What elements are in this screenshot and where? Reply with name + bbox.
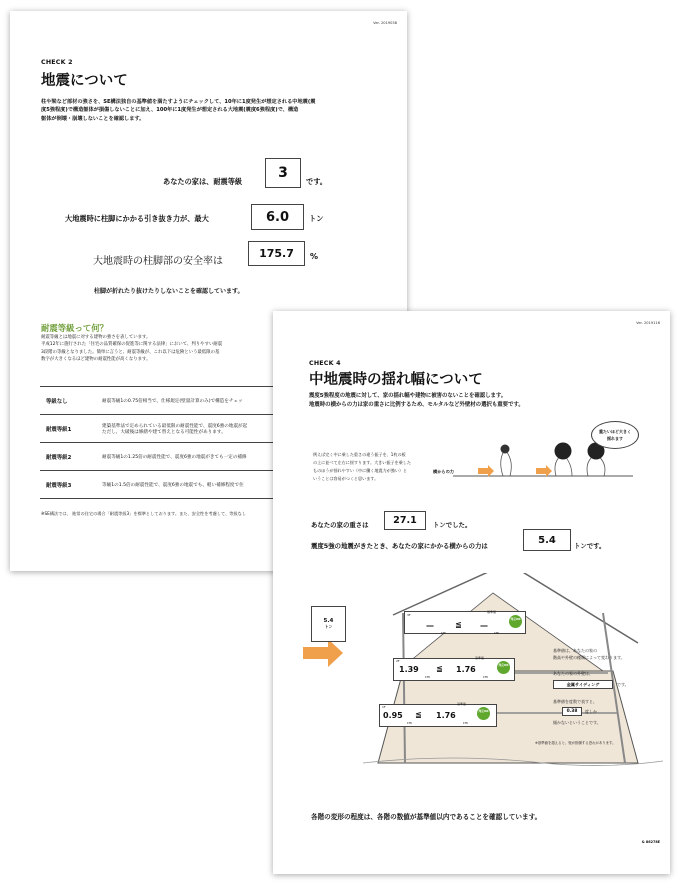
side-force-label: 横からの力 xyxy=(433,469,454,474)
grade-value: 3 xyxy=(278,165,288,181)
grade-suffix: です。 xyxy=(306,177,327,186)
force-value-box xyxy=(523,529,571,551)
intro-paragraph xyxy=(309,392,664,410)
pull-force-label: 大地震時に柱脚にかかる引き抜き力が、最大 xyxy=(65,214,209,223)
version-label: Ver. 2019038 xyxy=(373,21,397,25)
page-title: 地震について xyxy=(41,73,128,89)
pendulum-spring xyxy=(506,451,511,476)
limit-note xyxy=(553,647,665,661)
page-title: 中地震時の揺れ幅について xyxy=(309,372,483,388)
arrow-icon xyxy=(478,465,494,477)
section-line: 3段階の等級となりました。簡単に言うと、耐震等級が、これ以下は危険という最低限の基 xyxy=(41,349,220,355)
safety-value: 175.7 xyxy=(259,247,294,260)
wall-type-box xyxy=(553,680,613,689)
safety-value-box xyxy=(248,241,305,266)
version-label: Ver. 2019116 xyxy=(636,321,660,325)
example-line: ものほうが揺れやすい（中に働く地震力が強い）と xyxy=(313,468,408,473)
arrow-force-value: 5.4 xyxy=(323,618,334,624)
wall-type-value: 金属サイディング xyxy=(566,681,600,687)
le-symbol: ≦ xyxy=(455,620,462,629)
le-symbol: ≦ xyxy=(415,710,422,719)
page-code: & 86278E xyxy=(641,840,660,844)
ratio-line2: 傾かないということです。 xyxy=(553,720,601,725)
wall-suffix: です。 xyxy=(617,682,629,687)
section-line: 平成12年に施行された「住宅の品質確保の促進等に関する法律」において、判りやすい耐震 xyxy=(41,342,223,348)
unit-label: cm xyxy=(425,675,430,679)
safety-label: 大地震時の柱脚部の安全率は xyxy=(93,256,223,267)
limit-label: 基準値 xyxy=(475,656,485,660)
bubble-text: 重たいほど大きく揺れます xyxy=(599,429,631,441)
table-desc: 耐震等級1の1.25倍の耐震性能で、震度6強の地震がきても一定の補修 xyxy=(102,443,407,471)
arrow-icon xyxy=(536,465,552,477)
ratio-value: 0.38 xyxy=(566,709,578,714)
intro-line: 柱や梁など部材の強さを、SE構法独自の基準値を満たすようにチェックして、10年に1度発生が想定される中地震(震 xyxy=(41,99,316,105)
unit-label: cm xyxy=(483,675,488,679)
limit-label: 基準値 xyxy=(487,610,497,614)
intro-line: 度5強程度)で構造躯体が損傷しないことに加え、100年に1度発生が想定される大地震(震度6強程度)で、構造 xyxy=(41,107,299,114)
bottom-text: 各階の変形の程度は、各階の数値が基準値以内であることを確認しています。 xyxy=(311,813,542,821)
table-key: 耐震等級3 xyxy=(40,471,102,499)
intro-line: 震度5強程度の地震に対して、家の揺れ幅や建物に被害のないことを確認します。 xyxy=(309,393,507,399)
note-line: 基準値は、あなたの家の xyxy=(553,648,597,653)
speech-bubble xyxy=(591,421,639,449)
arrow-force-box xyxy=(311,606,346,642)
check-label: CHECK 4 xyxy=(309,360,341,367)
grade-value-box xyxy=(265,158,301,188)
unit-label: cm xyxy=(494,631,499,635)
small-weight-icon xyxy=(501,445,510,454)
pendulum-spring xyxy=(501,451,504,476)
note-line: 階高や外壁の種類によって変わります。 xyxy=(553,655,625,660)
table-key: 耐震等級2 xyxy=(40,443,102,471)
grade-label: あなたの家は、耐震等級 xyxy=(163,177,243,186)
footnote: ※SE構法では、 進常の住宅の場合「耐震等級3」を標準としております。また、安全性を考慮して、等級なし xyxy=(41,511,247,516)
weight-label: あなたの家の重さは xyxy=(311,521,369,529)
check-label: CHECK 2 xyxy=(41,59,73,66)
section-line: 耐震等級とは地震に対する建物の強さを表しています。 xyxy=(41,335,151,340)
unit-label: cm xyxy=(441,631,446,635)
safety-unit: % xyxy=(310,252,319,261)
ratio-suffix: 度しか xyxy=(585,709,597,714)
floor-3f-limit: — xyxy=(480,621,488,630)
le-symbol: ≦ xyxy=(436,664,443,673)
intro-line: 躯体が倒壊・崩壊しないことを確認します。 xyxy=(41,115,145,122)
pull-force-value: 6.0 xyxy=(265,209,290,225)
intro-paragraph xyxy=(41,98,401,123)
force-arrow-icon xyxy=(303,639,343,667)
wall-label: あなたの家の外壁は、 xyxy=(553,671,593,676)
floor-3f-value: — xyxy=(426,621,434,630)
pull-force-unit: トン xyxy=(309,214,324,223)
floor-2f-value: 1.39 xyxy=(399,665,419,674)
ok-badge: 判定OK xyxy=(509,615,522,628)
force-label: 震度5強の地震がきたとき、あなたの家にかかる横からの力は xyxy=(311,542,488,550)
table-key: 等級なし xyxy=(40,387,102,415)
unit-label: cm xyxy=(407,721,412,725)
confirm-text: 柱脚が折れたり抜けたりしないことを確認しています。 xyxy=(94,288,244,295)
limit-label: 基準値 xyxy=(457,702,467,706)
section-heading: 耐震等級って何？ xyxy=(41,323,108,333)
ok-badge: 判定OK xyxy=(477,707,490,720)
table-desc-line: ただし、大破後は修繕や建て替えとなる可能性があります。 xyxy=(102,429,226,435)
floor-2f-limit: 1.76 xyxy=(456,665,476,674)
floor-3f-panel xyxy=(404,611,526,634)
ratio-box xyxy=(562,707,582,716)
floor-label: 2F xyxy=(396,659,400,663)
example-text xyxy=(313,451,453,483)
pull-force-value-box xyxy=(251,204,304,230)
floor-label: 1F xyxy=(382,705,386,709)
force-suffix: トンです。 xyxy=(574,542,606,550)
floor-label: 3F xyxy=(407,613,411,617)
example-line: 例えば完く中に乗した重さの違う振子を、1枚の板 xyxy=(313,452,406,457)
table-key: 耐震等級1 xyxy=(40,415,102,443)
check4-sheet xyxy=(273,311,670,874)
force-value: 5.4 xyxy=(538,534,556,546)
ratio-label: 基準値を度数で表すと、 xyxy=(553,699,597,704)
floor-1f-limit: 1.76 xyxy=(436,711,456,720)
unit-label: cm xyxy=(463,721,468,725)
weight-suffix: トンでした。 xyxy=(433,521,472,529)
ok-badge: 判定OK xyxy=(497,661,510,674)
table-desc: 等級1の1.5倍の耐震性能で、震度6強の地震でも、軽い補修程度で住 xyxy=(102,471,407,499)
floor-note: ※基準値を超えると、壁が損傷する恐れがあります。 xyxy=(535,741,616,745)
example-line: いうことは容易がつくと思います。 xyxy=(313,476,379,481)
intro-line: 地震時の横からの力は家の重さに比例するため、モルタルなど外壁材の選択も重要です。 xyxy=(309,402,524,408)
example-line: の上に並べて左右に揺すります。大きい振子を乗した xyxy=(313,460,411,465)
arrow-force-unit: トン xyxy=(324,624,333,629)
section-line: 数字が大きくなるほど建物の耐震性能が高くなります。 xyxy=(41,357,151,363)
large-weight-icon xyxy=(555,443,572,460)
table-desc: 耐震等級1の0.75倍相当で、仕様規定(壁量計算のみ)で構造をチェッ xyxy=(102,387,407,415)
table-desc-line: 建築基準法で定められている最低限の耐震性能で、震度6強の地震が起 xyxy=(102,423,248,429)
weight-value-box xyxy=(384,511,426,530)
floor-1f-value: 0.95 xyxy=(383,711,403,720)
weight-value: 27.1 xyxy=(393,515,417,526)
